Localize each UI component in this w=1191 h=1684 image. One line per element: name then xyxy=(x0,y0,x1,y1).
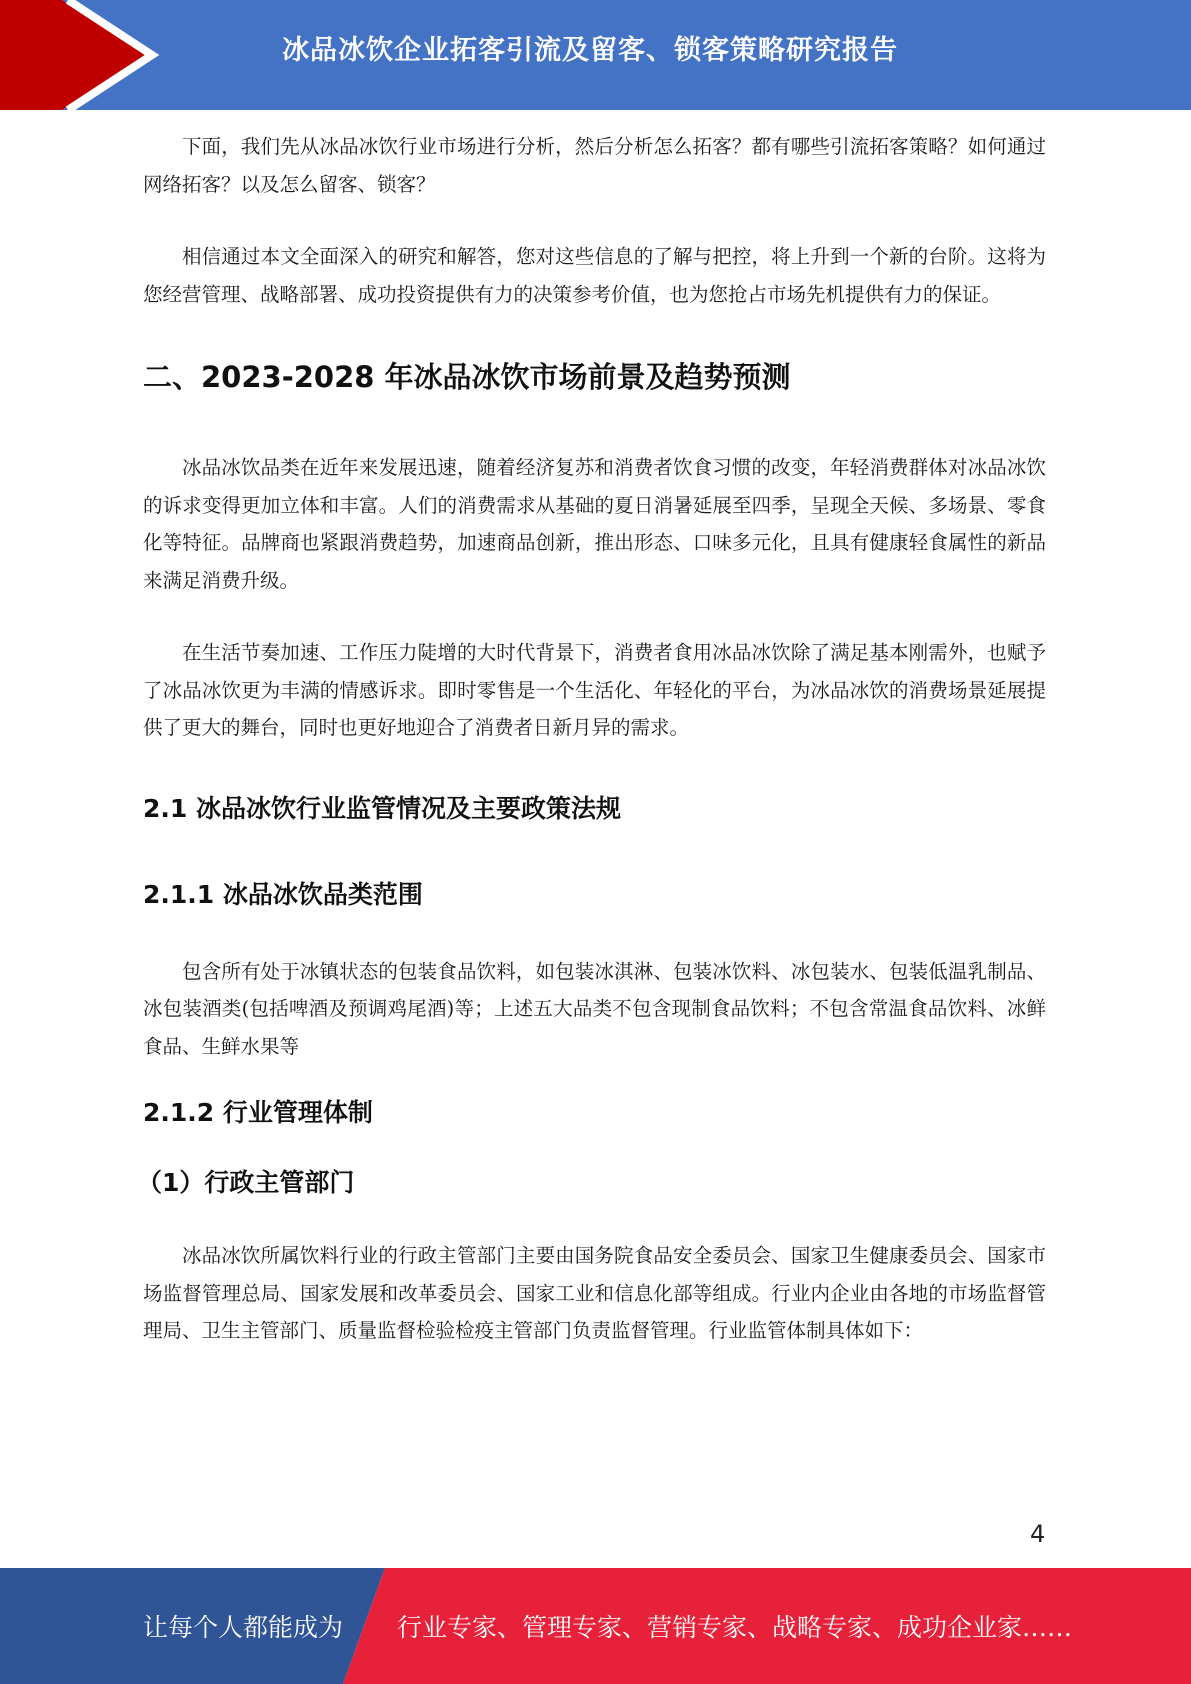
section-2-1-1-heading: 2.1.1 冰品冰饮品类范围 xyxy=(143,879,423,909)
paragraph-market-growth: 冰品冰饮品类在近年来发展迅速，随着经济复苏和消费者饮食习惯的改变，年轻消费群体对冰品冰饮的诉求变得更加立体和丰富。人们的消费需求从基础的夏日消暑延展至四季，呈现全天候、多场景、零食化等特征。品牌商也紧跟消费趋势，加速商品创新，推出形态、口味多元化，且具有健康轻食属性的新品来满足消费升级。 xyxy=(143,456,1046,592)
page-footer xyxy=(0,1568,1191,1684)
paragraph-instant-retail: 在生活节奏加速、工作压力陡增的大时代背景下，消费者食用冰品冰饮除了满足基本刚需外，也赋予了冰品冰饮更为丰满的情感诉求。即时零售是一个生活化、年轻化的平台，为冰品冰饮的消费场景延展提供了更大的舞台，同时也更好地迎合了消费者日新月异的需求。 xyxy=(143,641,1046,739)
section-2-heading: 二、2023-2028 年冰品冰饮市场前景及趋势预测 xyxy=(143,360,791,394)
subsection-administrative-heading: （1）行政主管部门 xyxy=(137,1168,355,1197)
paragraph-category-scope: 包含所有处于冰镇状态的包装食品饮料，如包装冰淇淋、包装冰饮料、冰包装水、包装低温乳制品、冰包装酒类(包括啤酒及预调鸡尾酒)等；上述五大品类不包含现制食品饮料；不包含常温食品饮料、冰鲜食品、生鲜水果等 xyxy=(143,959,1046,1058)
section-2-1-2-heading: 2.1.2 行业管理体制 xyxy=(143,1098,373,1127)
footer-slogan-right: 行业专家、管理专家、营销专家、战略专家、成功企业家…… xyxy=(397,1613,1073,1642)
page-header xyxy=(0,0,1191,110)
paragraph-regulators: 冰品冰饮所属饮料行业的行政主管部门主要由国务院食品安全委员会、国家卫生健康委员会、国家市场监督管理总局、国家发展和改革委员会、国家工业和信息化部等组成。行业内企业由各地的市场监督管理局、卫生主管部门、质量监督检验检疫主管部门负责监督管理。行业监管体制具体如下： xyxy=(143,1244,1046,1342)
paragraph-intro: 下面，我们先从冰品冰饮行业市场进行分析，然后分析怎么拓客？都有哪些引流拓客策略？如何通过网络拓客？以及怎么留客、锁客？ xyxy=(143,135,1046,196)
section-2-1-heading: 2.1 冰品冰饮行业监管情况及主要政策法规 xyxy=(143,793,621,823)
header-red-arrow xyxy=(0,0,148,110)
header-title: 冰品冰饮企业拓客引流及留客、锁客策略研究报告 xyxy=(282,35,898,66)
paragraph-value: 相信通过本文全面深入的研究和解答，您对这些信息的了解与把控，将上升到一个新的台阶。这将为您经营管理、战略部署、成功投资提供有力的决策参考价值，也为您抢占市场先机提供有力的保证。 xyxy=(143,245,1046,306)
document-body xyxy=(137,128,1046,1350)
footer-slogan-left: 让每个人都能成为 xyxy=(143,1613,344,1642)
page-number: 4 xyxy=(1030,1520,1046,1548)
